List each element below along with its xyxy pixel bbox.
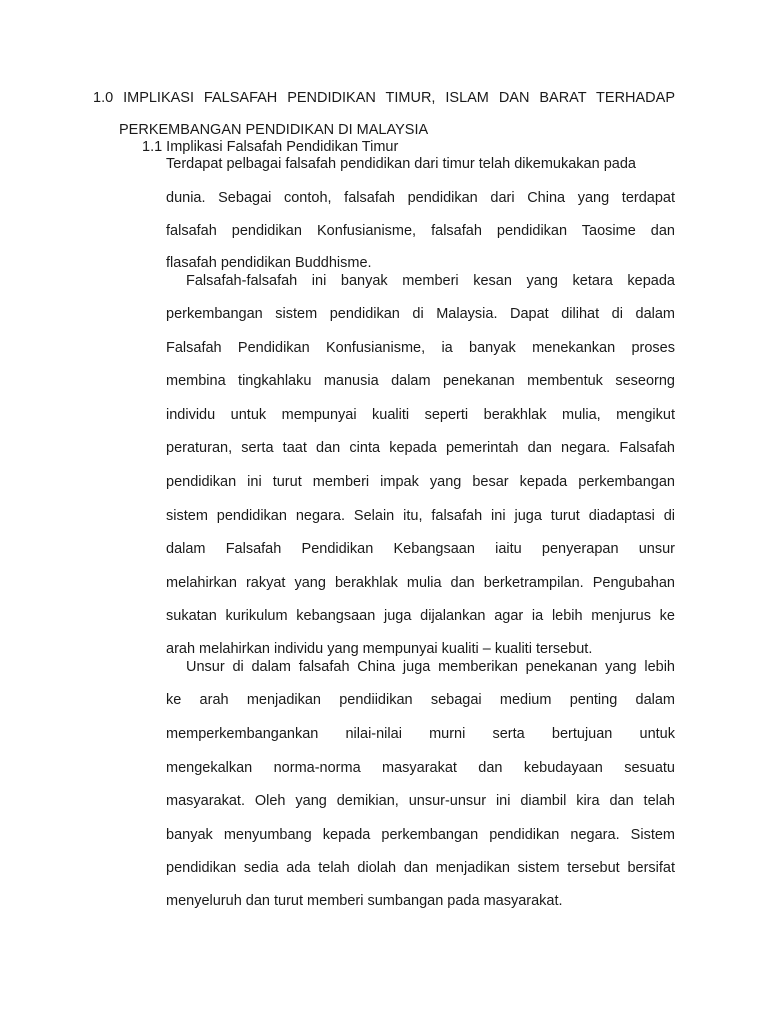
paragraph-line: perkembangan sistem pendidikan di Malaysia. Dapat dilihat di dalam [166,306,675,322]
paragraph-line: Falsafah Pendidikan Konfusianisme, ia banyak menekankan proses [166,340,675,356]
paragraph-line: membina tingkahlaku manusia dalam penekanan membentuk seseorng [166,373,675,389]
paragraph-line: peraturan, serta taat dan cinta kepada pemerintah dan negara. Falsafah [166,440,675,456]
section-subheading: 1.1 Implikasi Falsafah Pendidikan Timur [142,139,399,155]
paragraph-line: individu untuk mempunyai kualiti seperti berakhlak mulia, mengikut [166,407,675,423]
paragraph-line: Falsafah-falsafah ini banyak memberi kesan yang ketara kepada [186,273,675,289]
paragraph-line: memperkembangankan nilai-nilai murni serta bertujuan untuk [166,726,675,742]
paragraph-line: Terdapat pelbagai falsafah pendidikan dari timur telah dikemukakan pada [166,156,636,172]
paragraph-line: Unsur di dalam falsafah China juga memberikan penekanan yang lebih [186,659,675,675]
paragraph-line: flasafah pendidikan Buddhisme. [166,255,372,271]
paragraph-line: ke arah menjadikan pendiidikan sebagai medium penting dalam [166,692,675,708]
paragraph-line: sistem pendidikan negara. Selain itu, falsafah ini juga turut diadaptasi di [166,508,675,524]
paragraph-line: dunia. Sebagai contoh, falsafah pendidikan dari China yang terdapat [166,190,675,206]
paragraph-line: pendidikan sedia ada telah diolah dan menjadikan sistem tersebut bersifat [166,860,675,876]
paragraph-line: sukatan kurikulum kebangsaan juga dijalankan agar ia lebih menjurus ke [166,608,675,624]
paragraph-line: melahirkan rakyat yang berakhlak mulia dan berketrampilan. Pengubahan [166,575,675,591]
paragraph-line: arah melahirkan individu yang mempunyai kualiti – kualiti tersebut. [166,641,593,657]
paragraph-line: menyeluruh dan turut memberi sumbangan pada masyarakat. [166,893,563,909]
paragraph-line: falsafah pendidikan Konfusianisme, falsafah pendidikan Taosime dan [166,223,675,239]
heading-line-1: 1.0 IMPLIKASI FALSAFAH PENDIDIKAN TIMUR, ISLAM DAN BARAT TERHADAP [93,90,675,106]
paragraph-line: mengekalkan norma-norma masyarakat dan kebudayaan sesuatu [166,760,675,776]
paragraph-line: banyak menyumbang kepada perkembangan pendidikan negara. Sistem [166,827,675,843]
paragraph-line: masyarakat. Oleh yang demikian, unsur-unsur ini diambil kira dan telah [166,793,675,809]
heading-line-2: PERKEMBANGAN PENDIDIKAN DI MALAYSIA [119,122,429,138]
paragraph-line: dalam Falsafah Pendidikan Kebangsaan iaitu penyerapan unsur [166,541,675,557]
paragraph-line: pendidikan ini turut memberi impak yang besar kepada perkembangan [166,474,675,490]
